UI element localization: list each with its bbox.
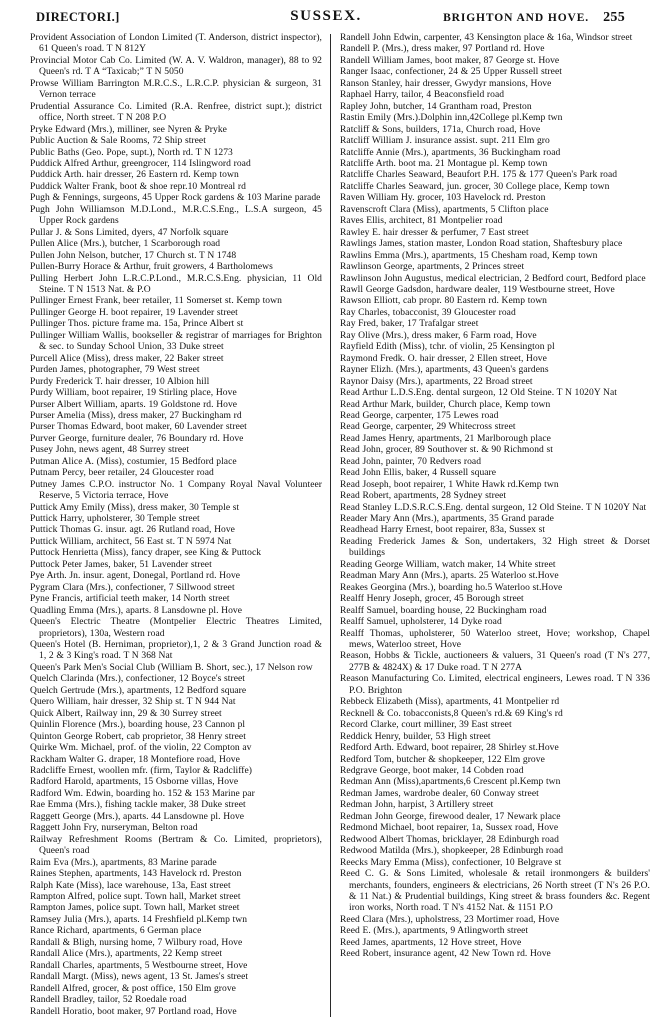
directory-entry: Reed C. G. & Sons Limited, wholesale & retail ironmongers & builders' merchants, founders, engineers & electricians, 26 North street (T N's 26 P.O. & 11 Nat.) & Prudential buildings, King street & brass founders &c. Regent iron works, North road. T N's 4152 Nat. & 1151 P.O xyxy=(340,868,650,914)
directory-entry: Pugh & Fennings, surgeons, 45 Upper Rock gardens & 103 Marine parade xyxy=(30,192,321,204)
directory-entry: Redman John George, firewood dealer, 17 Newark place xyxy=(340,810,561,822)
directory-entry: Reed Robert, insurance agent, 42 New Town rd. Hove xyxy=(340,948,551,960)
directory-entry: Purcell Alice (Miss), dress maker, 22 Baker street xyxy=(30,352,224,364)
directory-entry: Puttick Harry, upholsterer, 30 Temple street xyxy=(30,513,200,525)
directory-entry: Pye Arth. Jn. insur. agent, Donegal, Portland rd. Hove xyxy=(30,570,241,582)
directory-entry: Pryke Edward (Mrs.), milliner, see Nyren & Pryke xyxy=(30,123,227,135)
directory-entry: Quelch Clarinda (Mrs.), confectioner, 12 Boyce's street xyxy=(30,673,245,685)
directory-entry: Radcliffe Ernest, woollen mfr. (firm, Taylor & Radcliffe) xyxy=(30,765,253,776)
directory-entry: Purdy William, boot repairer, 19 Stirling place, Hove xyxy=(30,387,237,399)
directory-entry: Putney James C.P.O. instructor No. 1 Company Royal Naval Volunteer Reserve, 5 Victoria terrace, Hove xyxy=(30,478,322,502)
directory-entry: Randall Alice (Mrs.), apartments, 22 Kemp street xyxy=(30,948,223,960)
directory-entry: Read John Ellis, baker, 4 Russell square xyxy=(340,467,497,479)
directory-entry: Randell P. (Mrs.), dress maker, 97 Portland rd. Hove xyxy=(340,43,545,55)
directory-entry: Quelch Gertrude (Mrs.), apartments, 12 Bedford square xyxy=(30,684,247,696)
running-head-left: DIRECTORI.] xyxy=(36,10,120,24)
directory-entry: Rance Richard, apartments, 6 German place xyxy=(30,925,202,937)
directory-entry: Raymond Fredk. O. hair dresser, 2 Ellen street, Hove xyxy=(340,352,547,364)
directory-entry: Ralph Kate (Miss), lace warehouse, 13a, East street xyxy=(30,879,231,891)
directory-entry: Raim Eva (Mrs.), apartments, 83 Marine parade xyxy=(30,856,217,868)
directory-entry: Purser Thomas Edward, boot maker, 60 Lavender street xyxy=(30,421,247,433)
directory-entry: Rae Emma (Mrs.), fishing tackle maker, 38 Duke street xyxy=(30,799,246,811)
directory-entry: Puttick William, architect, 56 East st. T N 5974 Nat xyxy=(30,535,232,547)
directory-entry: Rawlings James, station master, London Road station, Shaftesbury place xyxy=(340,238,623,250)
directory-entry: Quick Albert, Railway inn, 29 & 30 Surrey street xyxy=(30,707,222,719)
directory-entry: Redman Ann (Miss),apartments,6 Crescent pl.Kemp twn xyxy=(340,776,561,788)
directory-entry: Ray Charles, tobacconist, 39 Gloucester road xyxy=(340,306,516,318)
directory-entry: Pullinger William Wallis, bookseller & registrar of marriages for Brighton & sec. to Sunday School Union, 33 Duke street xyxy=(30,329,322,353)
directory-entry: Recknell & Co. tobacconists,8 Queen's rd.& 69 King's rd xyxy=(340,707,563,719)
directory-entry: Realff Samuel, upholsterer, 14 Dyke road xyxy=(340,616,502,628)
directory-entry: Raines Stephen, apartments, 143 Havelock rd. Preston xyxy=(30,868,242,880)
directory-entry: Pullinger George H. boot repairer, 19 Lavender street xyxy=(30,306,238,318)
directory-entry: Pullinger Ernest Frank, beer retailer, 11 Somerset st. Kemp town xyxy=(30,295,282,307)
directory-entry: Read Joseph, boot repairer, 1 White Hawk rd.Kemp twn xyxy=(340,478,559,490)
directory-entry: Pullar J. & Sons Limited, dyers, 47 Norfolk square xyxy=(30,226,229,238)
directory-entry: Redford Tom, butcher & shopkeeper, 122 Elm grove xyxy=(340,753,545,765)
directory-entry: Record Clarke, court milliner, 39 East street xyxy=(340,719,512,731)
directory-entry: Ratcliffe Arth. boot ma. 21 Montague pl. Kemp town xyxy=(340,157,548,169)
directory-entry: Redman James, wardrobe dealer, 60 Conway street xyxy=(340,787,539,799)
directory-entry: Reed Clara (Mrs.), upholstress, 23 Mortimer road, Hove xyxy=(340,913,560,925)
directory-entry: Randall & Bligh, nursing home, 7 Wilbury road, Hove xyxy=(30,936,243,948)
directory-entry: Redwood Albert Thomas, bricklayer, 28 Edinburgh road xyxy=(340,833,559,845)
directory-entry: Ranger Isaac, confectioner, 24 & 25 Upper Russell street xyxy=(340,66,562,78)
directory-entry: Redmond Michael, boot repairer, 1a, Sussex road, Hove xyxy=(340,822,559,834)
directory-entry: Puddick Walter Frank, boot & shoe repr.10 Montreal rd xyxy=(30,180,246,192)
directory-entry: Quinlin Florence (Mrs.), boarding house, 23 Cannon pl xyxy=(30,719,246,731)
directory-entry: Ray Fred, baker, 17 Trafalgar street xyxy=(340,318,479,330)
directory-entry: Radford Harold, apartments, 15 Osborne villas, Hove xyxy=(30,776,239,788)
directory-entry: Ratcliffe Charles Seaward, jun. grocer, 30 College place, Kemp town xyxy=(340,180,610,192)
directory-entry: Raggett George (Mrs.), aparts. 44 Lansdowne pl. Hove xyxy=(30,810,245,822)
directory-entry: Provincial Motor Cab Co. Limited (W. A. V. Waldron, manager), 88 to 92 Queen's rd. T A “Taxicab;” T N 5050 xyxy=(30,54,322,78)
directory-entry: Purdy Frederick T. hair dresser, 10 Albion hill xyxy=(30,375,210,387)
directory-entry: Public Baths (Geo. Pope, supt.), North rd. T N 1273 xyxy=(30,146,233,158)
directory-entry: Quinton George Robert, cab proprietor, 38 Henry street xyxy=(30,730,246,742)
directory-entry: Raven William Hy. grocer, 103 Havelock rd. Preston xyxy=(340,192,546,204)
running-head xyxy=(0,0,655,30)
directory-entry: Redman John, harpist, 3 Artillery street xyxy=(340,799,494,811)
directory-entry: Rastin Emily (Mrs.).Dolphin inn,42College pl.Kemp twn xyxy=(340,112,563,124)
directory-entry: Rackham Walter G. draper, 18 Montefiore road, Hove xyxy=(30,753,240,765)
directory-entry: Raves Ellis, architect, 81 Montpelier road xyxy=(340,215,503,227)
right-column xyxy=(338,32,650,960)
directory-entry: Puddick Arth. hair dresser, 26 Eastern rd. Kemp town xyxy=(30,169,239,181)
directory-entry: Queen's Park Men's Social Club (William B. Short, sec.), 17 Nelson row xyxy=(30,661,313,673)
directory-entry: Randell Bradley, tailor, 52 Roedale road xyxy=(30,994,187,1006)
directory-entry: Quirke Wm. Michael, prof. of the violin, 22 Compton av xyxy=(30,742,252,754)
directory-entry: Realff Samuel, boarding house, 22 Buckingham road xyxy=(340,604,547,616)
directory-entry: Read George, carpenter, 175 Lewes road xyxy=(340,409,499,421)
directory-entry: Putnam Percy, beer retailer, 24 Gloucester road xyxy=(30,467,214,479)
directory-entry: Reading George William, watch maker, 14 White street xyxy=(340,558,556,570)
directory-entry: Raynor Daisy (Mrs.), apartments, 22 Broad street xyxy=(340,375,533,387)
directory-entry: Reddick Henry, builder, 53 High street xyxy=(340,730,491,742)
directory-entry: Rawll George Gadsdon, hardware dealer, 119 Westbourne street, Hove xyxy=(340,283,615,295)
running-head-section: BRIGHTON AND HOVE. xyxy=(443,12,590,24)
directory-entry: Read Arthur L.D.S.Eng. dental surgeon, 12 Old Steine. T N 1020Y Nat xyxy=(340,387,617,399)
directory-entry: Read George, carpenter, 29 Whitecross street xyxy=(340,421,516,433)
directory-entry: Rayner Elizh. (Mrs.), apartments, 43 Queen's gardens xyxy=(340,364,549,376)
directory-entry: Rampton Alfred, police supt. Town hall, Market street xyxy=(30,890,241,902)
directory-entry: Pusey John, news agent, 48 Surrey street xyxy=(30,444,190,456)
directory-entry: Ratcliffe Annie (Mrs.), apartments, 36 Buckingham road xyxy=(340,146,561,158)
directory-entry: Pyne Francis, artificial teeth maker, 14 North street xyxy=(30,593,230,605)
directory-entry: Ratcliff & Sons, builders, 171a, Church road, Hove xyxy=(340,123,541,135)
directory-entry: Reecks Mary Emma (Miss), confectioner, 10 Belgrave st xyxy=(340,856,562,868)
directory-entry: Realff Henry Joseph, grocer, 45 Borough street xyxy=(340,593,524,605)
directory-entry: Puttock Peter James, baker, 51 Lavender street xyxy=(30,558,212,570)
directory-entry: Quadling Emma (Mrs.), aparts. 8 Lansdowne pl. Hove xyxy=(30,604,243,616)
directory-entry: Purver George, furniture dealer, 76 Boundary rd. Hove xyxy=(30,432,244,444)
directory-entry: Randell Horatio, boot maker, 97 Portland road, Hove xyxy=(30,1005,237,1017)
page-number: 255 xyxy=(603,10,625,25)
directory-entry: Ravenscroft Clara (Miss), apartments, 5 Clifton place xyxy=(340,203,549,215)
directory-entry: Read John, grocer, 89 Southover st. & 90 Richmond st xyxy=(340,444,553,456)
directory-entry: Rampton James, police supt. Town hall, Market street xyxy=(30,902,240,914)
directory-entry: Reader Mary Ann (Mrs.), apartments, 35 Grand parade xyxy=(340,513,554,525)
directory-entry: Redford Arth. Edward, boot repairer, 28 Shirley st.Hove xyxy=(340,742,559,754)
directory-entry: Ray Olive (Mrs.), dress maker, 6 Farm road, Hove xyxy=(340,329,537,341)
directory-entry: Randall Charles, apartments, 5 Westbourne street, Hove xyxy=(30,959,248,971)
column-divider-rule xyxy=(330,34,331,1017)
directory-entry: Purser Amelia (Miss), dress maker, 27 Buckingham rd xyxy=(30,409,242,421)
directory-entry: Reading Frederick James & Son, undertakers, 32 High street & Dorset buildings xyxy=(340,535,650,559)
directory-entry: Queen's Hotel (B. Herniman, proprietor),1, 2 & 3 Grand Junction road & 1, 2 & 3 King's road. T N 368 Nat xyxy=(30,639,322,662)
directory-entry: Prudential Assurance Co. Limited (R.A. Renfree, district supt.); district office, North street. T N 208 P.O xyxy=(30,100,322,124)
two-column-body xyxy=(0,30,655,1017)
directory-entry: Redwood Matilda (Mrs.), shopkeeper, 28 Edinburgh road xyxy=(340,845,564,857)
directory-entry: Queen's Electric Theatre (Montpelier Electric Theatres Limited, proprietors), 130a, Western road xyxy=(30,616,322,639)
directory-entry: Read Stanley L.D.S.R.C.S.Eng. dental surgeon, 12 Old Steine. T N 1020Y Nat xyxy=(340,501,647,513)
directory-entry: Ratcliff William J. insurance assist. supt. 211 Elm gro xyxy=(340,135,550,147)
directory-entry: Puddick Alfred Arthur, greengrocer, 114 Islingword road xyxy=(30,157,251,169)
directory-entry: Read Arthur Mark, builder, Church place, Kemp town xyxy=(340,398,551,410)
directory-entry: Purden James, photographer, 79 West street xyxy=(30,364,200,376)
directory-entry: Rawlins Emma (Mrs.), apartments, 15 Chesham road, Kemp town xyxy=(340,249,598,261)
directory-entry: Ramsey Julia (Mrs.), aparts. 14 Freshfield pl.Kemp twn xyxy=(30,913,248,925)
directory-entry: Randell Alfred, grocer, & post office, 150 Elm grove xyxy=(30,982,236,994)
directory-entry: Railway Refreshment Rooms (Bertram & Co. Limited, proprietors), Queen's road xyxy=(30,833,322,857)
directory-entry: Public Auction & Sale Rooms, 72 Ship street xyxy=(30,135,206,147)
directory-entry: Radford Wm. Edwin, boarding ho. 152 & 153 Marine par xyxy=(30,787,255,799)
directory-entry: Provident Association of London Limited (T. Anderson, district inspector), 61 Queen's road. T N 812Y xyxy=(30,32,322,55)
directory-entry: Quero William, hair dresser, 32 Ship st. T N 944 Nat xyxy=(30,696,236,708)
directory-entry: Randell William James, boot maker, 87 George st. Hove xyxy=(340,54,560,66)
directory-entry: Reed E. (Mrs.), apartments, 9 Atlingworth street xyxy=(340,925,529,937)
left-column xyxy=(30,32,330,1017)
directory-entry: Rawlinson John Augustus, medical electrician, 2 Bedford court, Bedford place xyxy=(340,272,646,284)
directory-entry: Randell John Edwin, carpenter, 43 Kensington place & 16a, Windsor street xyxy=(340,32,633,43)
directory-entry: Raphael Harry, tailor, 4 Beaconsfield road xyxy=(340,89,505,101)
directory-entry: Purser Albert William, aparts. 19 Goldstone rd. Hove xyxy=(30,398,238,410)
directory-entry: Puttick Thomas G. insur. agt. 26 Rutland road, Hove xyxy=(30,524,235,536)
directory-entry: Reason Manufacturing Co. Limited, electrical engineers, Lewes road. T N 336 P.O. Brighton xyxy=(340,673,650,696)
directory-entry: Readman Mary Ann (Mrs.), aparts. 25 Waterloo st.Hove xyxy=(340,570,559,582)
directory-entry: Pulling Herbert John L.R.C.P.Lond., M.R.C.S.Eng. physician, 11 Old Steine. T N 1513 Nat. & P.O xyxy=(30,272,322,295)
directory-entry: Pugh John Williamson M.D.Lond., M.R.C.S.Eng., L.S.A surgeon, 45 Upper Rock gardens xyxy=(30,203,322,227)
directory-entry: Rebbeck Elizabeth (Miss), apartments, 41 Montpelier rd xyxy=(340,696,560,708)
directory-entry: Read Robert, apartments, 28 Sydney street xyxy=(340,490,507,502)
directory-entry: Pullen-Burry Horace & Arthur, fruit growers, 4 Bartholomews xyxy=(30,261,273,273)
directory-entry: Read John, painter, 70 Redvers road xyxy=(340,455,482,467)
directory-entry: Rapley John, butcher, 14 Grantham road, Preston xyxy=(340,100,532,112)
directory-entry: Ratcliffe Charles Seaward, Beaufort P.H. 175 & 177 Queen's Park road xyxy=(340,169,618,181)
directory-entry: Reakes Georgina (Mrs.), boarding ho.5 Waterloo st.Hove xyxy=(340,581,563,593)
directory-entry: Puttock Henrietta (Miss), fancy draper, see King & Puttock xyxy=(30,547,262,559)
directory-entry: Readhead Harry Ernest, boot repairer, 83a, Sussex st xyxy=(340,524,546,536)
directory-entry: Rawley E. hair dresser & perfumer, 7 East street xyxy=(340,226,529,238)
directory-entry: Pullen Alice (Mrs.), butcher, 1 Scarborough road xyxy=(30,238,221,250)
directory-entry: Randall Margt. (Miss), news agent, 13 St. James's street xyxy=(30,971,249,983)
directory-entry: Rayfield Edith (Miss), tchr. of violin, 25 Kensington pl xyxy=(340,341,555,353)
directory-entry: Read James Henry, apartments, 21 Marlborough place xyxy=(340,432,551,444)
directory-entry: Putman Alice A. (Miss), costumier, 15 Bedford place xyxy=(30,455,237,467)
directory-entry: Puttick Amy Emily (Miss), dress maker, 30 Temple st xyxy=(30,501,240,513)
directory-entry: Pygram Clara (Mrs.), confectioner, 7 Sillwood street xyxy=(30,581,235,593)
directory-entry: Pullinger Thos. picture frame ma. 15a, Prince Albert st xyxy=(30,318,244,330)
directory-entry: Redgrave George, boot maker, 14 Cobden road xyxy=(340,765,524,776)
running-head-center: SUSSEX. xyxy=(290,8,362,24)
directory-entry: Prowse William Barrington M.R.C.S., L.R.C.P. physician & surgeon, 31 Vernon terrace xyxy=(30,77,322,101)
directory-entry: Realff Thomas, upholsterer, 50 Waterloo street, Hove; workshop, Chapel mews, Waterloo street, Hove xyxy=(340,627,650,651)
directory-entry: Pullen John Nelson, butcher, 17 Church st. T N 1748 xyxy=(30,249,237,261)
directory-entry: Rawson Elliott, cab propr. 80 Eastern rd. Kemp town xyxy=(340,295,547,307)
directory-entry: Raggett John Fry, nurseryman, Belton road xyxy=(30,822,198,834)
directory-entry: Reed James, apartments, 12 Hove street, Hove xyxy=(340,936,522,948)
directory-entry: Rawlinson George, apartments, 2 Princes street xyxy=(340,261,525,273)
directory-entry: Ranson Stanley, hair dresser, Gwydyr mansions, Hove xyxy=(340,77,552,89)
directory-entry: Reason, Hobbs & Tickle, auctioneers & valuers, 31 Queen's road (T N's 277, 277B & 4824X) & 17 Duke road. T N 277A xyxy=(340,650,650,673)
